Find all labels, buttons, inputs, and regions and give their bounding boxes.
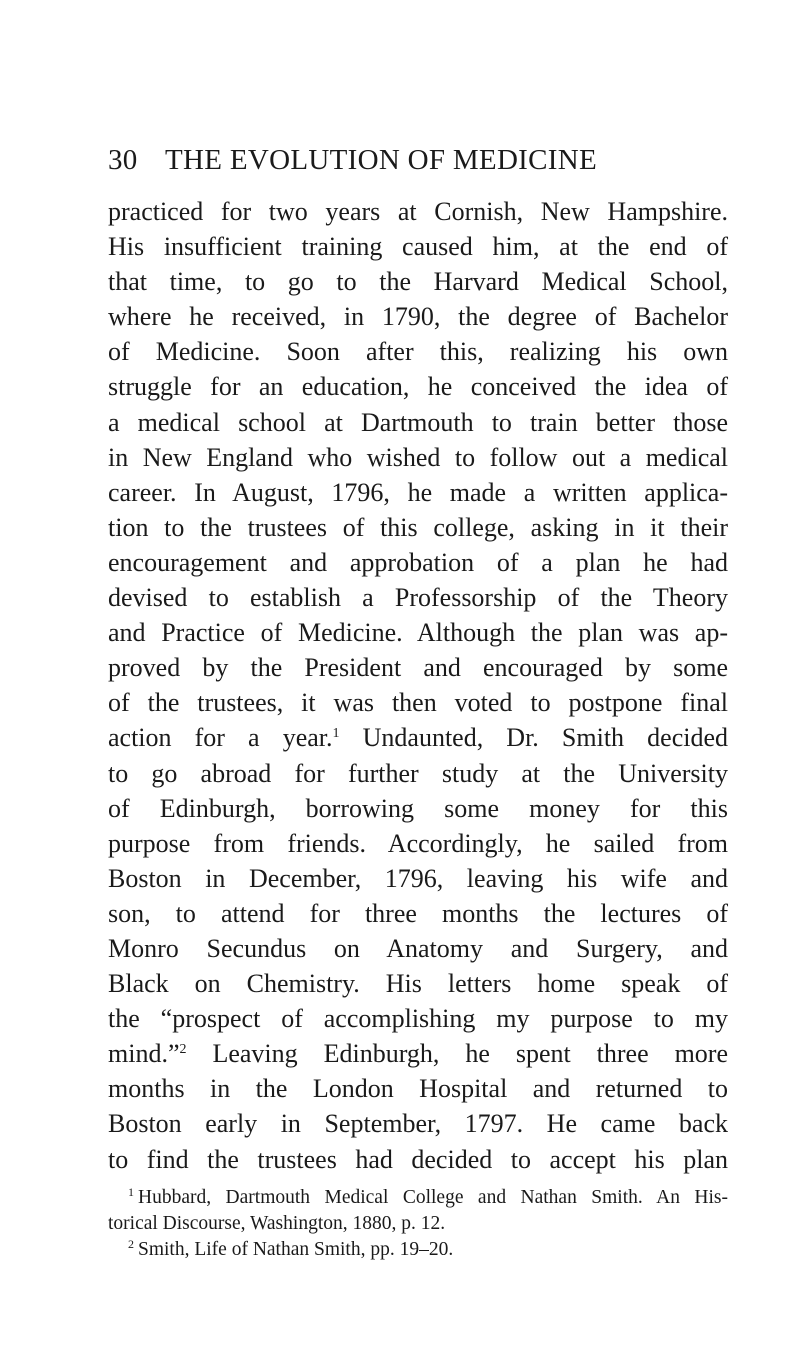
text-line: Black on Chemistry. His letters home speak of bbox=[108, 969, 728, 999]
text-segment: mind.” bbox=[108, 1039, 180, 1069]
footnote-line bbox=[108, 1211, 728, 1237]
footnote-line bbox=[108, 1237, 728, 1263]
text-line: son, to attend for three months the lectures of bbox=[108, 898, 728, 928]
text-line: encouragement and approbation of a plan he had bbox=[108, 547, 728, 577]
footnotes bbox=[108, 1185, 728, 1263]
text-line: the “prospect of accomplishing my purpose to my bbox=[108, 1004, 728, 1034]
footnote-mark: 2 bbox=[128, 1236, 134, 1251]
text-line: Boston in December, 1796, leaving his wife and bbox=[108, 863, 728, 893]
text-line: practiced for two years at Cornish, New Hampshire. bbox=[108, 197, 728, 226]
text-line bbox=[108, 1036, 728, 1071]
text-line: of Medicine. Soon after this, realizing his own bbox=[108, 337, 728, 367]
text-segment: Undaunted, Dr. Smith decided bbox=[339, 723, 728, 753]
text-line: devised to establish a Professorship of the Theory bbox=[108, 583, 728, 613]
text-line: Monro Secundus on Anatomy and Surgery, and bbox=[108, 933, 728, 963]
text-line bbox=[108, 720, 728, 755]
text-line: purpose from friends. Accordingly, he sailed from bbox=[108, 828, 728, 858]
text-line: Boston early in September, 1797. He came back bbox=[108, 1109, 728, 1139]
book-page bbox=[108, 140, 728, 1263]
text-line: that time, to go to the Harvard Medical School, bbox=[108, 267, 728, 297]
text-line: where he received, in 1790, the degree of Bachelor bbox=[108, 302, 728, 332]
footnote-text: Smith, Life of Nathan Smith, pp. 19–20. bbox=[138, 1238, 454, 1260]
text-line: in New England who wished to follow out a medical bbox=[108, 442, 728, 472]
running-head bbox=[108, 140, 728, 180]
body-text bbox=[108, 194, 728, 1177]
footnote-text: torical Discourse, Washington, 1880, p. 12. bbox=[108, 1212, 446, 1234]
text-segment: action for a year. bbox=[108, 723, 333, 753]
footnote-reference[interactable]: 1 bbox=[332, 726, 340, 742]
text-line: to find the trustees had decided to accept his plan bbox=[108, 1144, 728, 1174]
chapter-title: THE EVOLUTION OF MEDICINE bbox=[165, 144, 597, 176]
footnote-text: Hubbard, Dartmouth Medical College and Nathan Smith. An His- bbox=[138, 1186, 728, 1208]
text-line: a medical school at Dartmouth to train better those bbox=[108, 407, 728, 437]
text-line: of the trustees, it was then voted to postpone final bbox=[108, 688, 728, 718]
footnote-line bbox=[108, 1185, 728, 1211]
text-line: career. In August, 1796, he made a written applica- bbox=[108, 477, 728, 507]
text-segment: Leaving Edinburgh, he spent three more bbox=[186, 1039, 728, 1069]
footnote-reference[interactable]: 2 bbox=[179, 1042, 187, 1058]
text-line: to go abroad for further study at the University bbox=[108, 758, 728, 788]
page-number: 30 bbox=[108, 144, 138, 176]
text-line: of Edinburgh, borrowing some money for this bbox=[108, 793, 728, 823]
footnote-mark: 1 bbox=[128, 1184, 134, 1199]
text-line: months in the London Hospital and returned to bbox=[108, 1074, 728, 1104]
text-line: proved by the President and encouraged by some bbox=[108, 653, 728, 683]
text-line: and Practice of Medicine. Although the plan was ap- bbox=[108, 618, 728, 648]
text-line: struggle for an education, he conceived the idea of bbox=[108, 372, 728, 402]
text-line: His insufficient training caused him, at the end of bbox=[108, 232, 728, 262]
text-line: tion to the trustees of this college, asking in it their bbox=[108, 512, 728, 542]
